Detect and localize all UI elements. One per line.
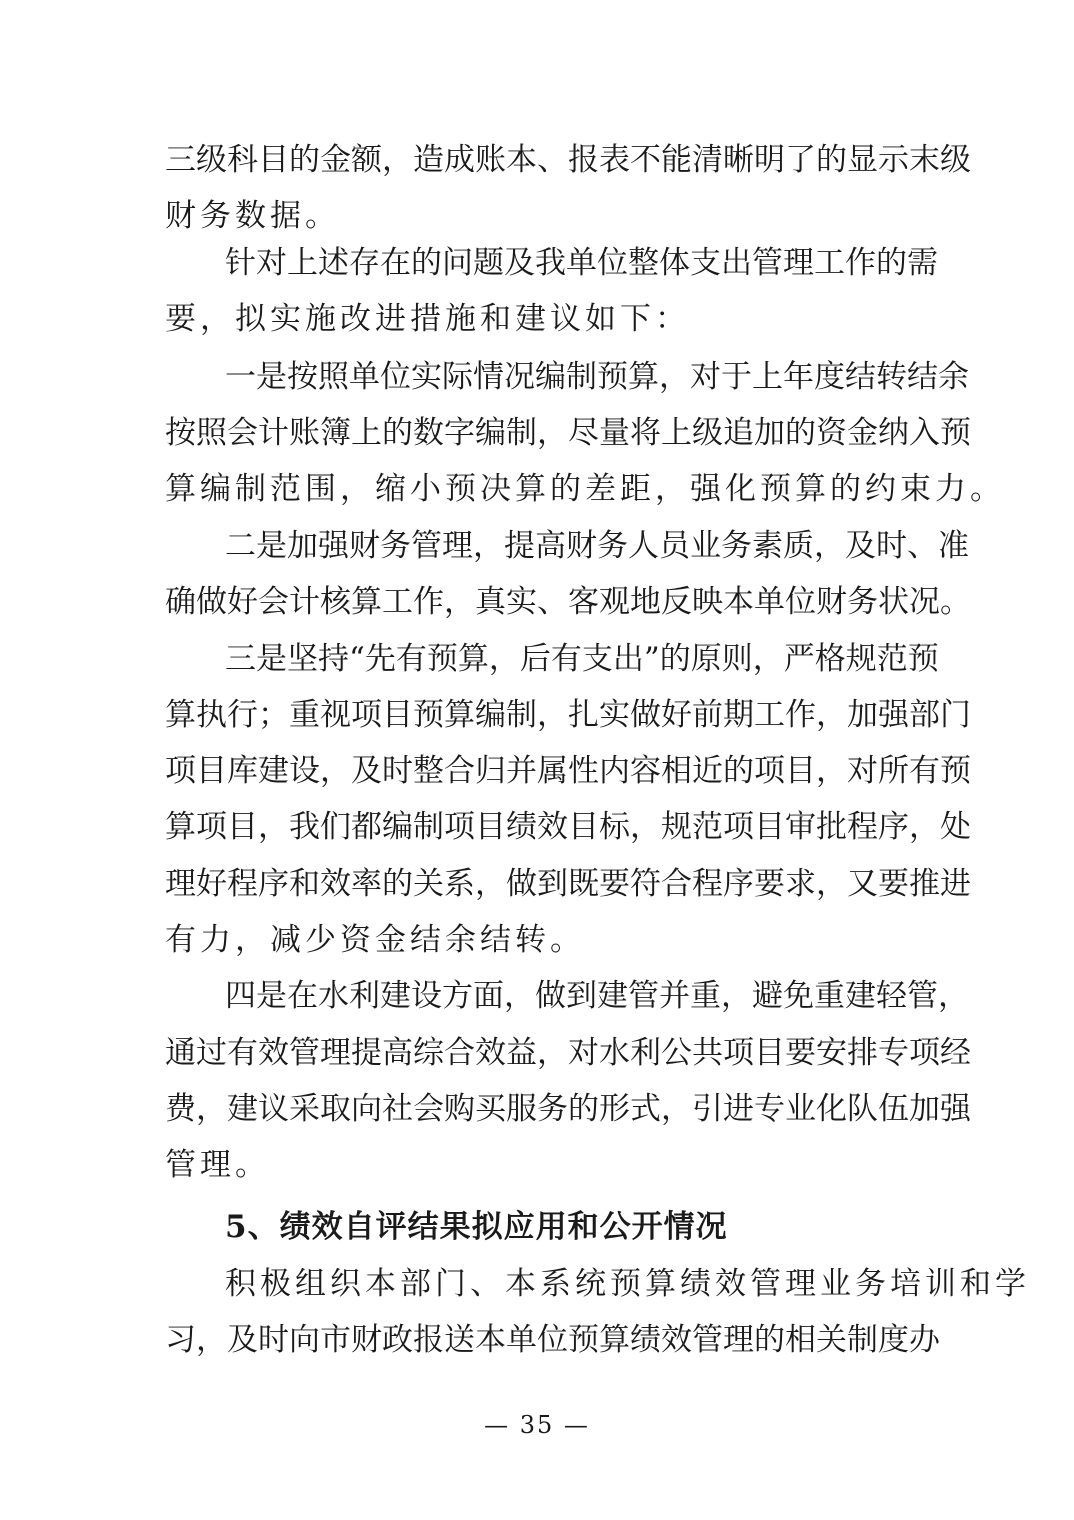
text-line: 算编制范围，缩小预决算的差距，强化预算的约束力。 [165, 471, 1005, 507]
text-line: 算执行；重视项目预算编制，扎实做好前期工作，加强部门 [165, 697, 971, 733]
text-line: 费，建议采取向社会购买服务的形式，引进专业化队伍加强 [165, 1091, 971, 1127]
text-line: 管理。 [165, 1147, 270, 1183]
text-line: 按照会计账簿上的数字编制，尽量将上级追加的资金纳入预 [165, 415, 971, 451]
section-heading: 5、绩效自评结果拟应用和公开情况 [225, 1209, 728, 1245]
page-number: — 35 — [484, 1411, 590, 1439]
text-line: 三级科目的金额，造成账本、报表不能清晰明了的显示末级 [165, 142, 971, 178]
text-line: 针对上述存在的问题及我单位整体支出管理工作的需 [225, 245, 938, 281]
text-line: 一是按照单位实际情况编制预算，对于上年度结转结余 [225, 359, 969, 395]
text-line: 财务数据。 [165, 198, 340, 234]
text-line: 确做好会计核算工作，真实、客观地反映本单位财务状况。 [165, 584, 971, 620]
text-line: 习，及时向市财政报送本单位预算绩效管理的相关制度办 [165, 1322, 940, 1358]
text-line: 理好程序和效率的关系，做到既要符合程序要求，又要推进 [165, 866, 971, 902]
text-line: 要，拟实施改进措施和建议如下： [165, 301, 690, 337]
text-line: 通过有效管理提高综合效益，对水利公共项目要安排专项经 [165, 1035, 971, 1071]
text-line: 二是加强财务管理，提高财务人员业务素质，及时、准 [225, 528, 969, 564]
text-line: 算项目，我们都编制项目绩效目标，规范项目审批程序，处 [165, 809, 971, 845]
text-line: 四是在水利建设方面，做到建管并重，避免重建轻管， [225, 978, 969, 1014]
text-line: 有力，减少资金结余结转。 [165, 922, 585, 958]
text-line: 三是坚持“先有预算，后有支出”的原则，严格规范预 [225, 641, 939, 677]
text-line: 积极组织本部门、本系统预算绩效管理业务培训和学 [225, 1266, 1030, 1302]
text-line: 项目库建设，及时整合归并属性内容相近的项目，对所有预 [165, 753, 971, 789]
